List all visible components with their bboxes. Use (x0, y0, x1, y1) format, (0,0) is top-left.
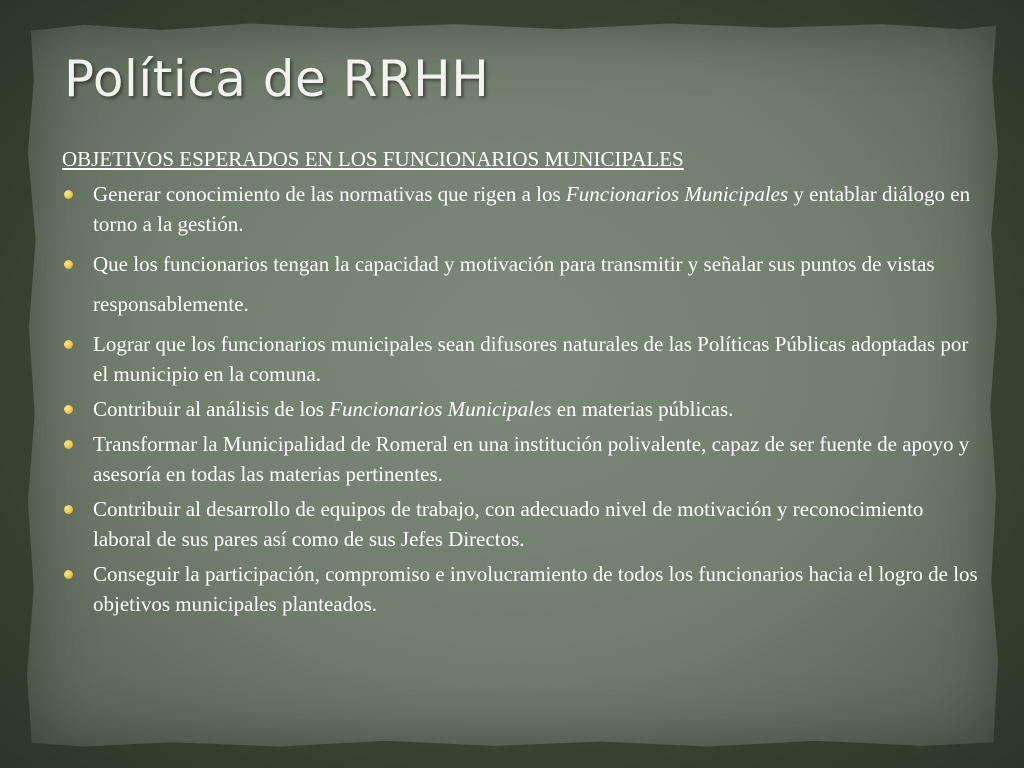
bullet-dot-icon (64, 440, 73, 449)
bullet-text: Contribuir al análisis de los (93, 397, 330, 421)
bullet-dot-icon (64, 190, 73, 199)
bullet-item (62, 394, 982, 424)
bullet-text: Lograr que los funcionarios municipales sean difusores naturales de las Políticas Públicas adoptadas por el municipio en la comuna. (93, 332, 969, 386)
bullet-text: Contribuir al desarrollo de equipos de trabajo, con adecuado nivel de motivación y reconocimiento laboral de sus pares así como de sus Jefes Directos. (93, 497, 924, 551)
slide-body (62, 144, 982, 624)
bullet-item (62, 494, 982, 554)
slide-title: Política de RRHH (64, 50, 490, 108)
bullet-dot-icon (64, 340, 73, 349)
bullet-text: en materias públicas. (551, 397, 734, 421)
bullet-text: Que los funcionarios tengan la capacidad y motivación para transmitir y señalar sus puntos de vistas responsablemente. (93, 252, 935, 316)
bullet-dot-icon (64, 570, 73, 579)
bullet-item (62, 244, 982, 324)
bullet-text-italic: Funcionarios Municipales (329, 397, 552, 421)
bullet-list (62, 179, 982, 619)
bullet-text: Generar conocimiento de las normativas que rigen a los (93, 182, 566, 206)
bullet-text: y entablar diálogo en torno a la gestión. (93, 182, 971, 236)
bullet-item (62, 329, 982, 389)
bullet-dot-icon (64, 505, 73, 514)
bullet-item (62, 559, 982, 619)
bullet-text: Transformar la Municipalidad de Romeral en una institución polivalente, capaz de ser fuente de apoyo y asesoría en todas las materias pertinentes. (93, 432, 970, 486)
bullet-text: Conseguir la participación, compromiso e involucramiento de todos los funcionarios hacia el logro de los objetivos municipales planteados. (93, 562, 978, 616)
bullet-dot-icon (64, 260, 73, 269)
bullet-item (62, 179, 982, 239)
bullet-text-italic: Funcionarios Municipales (565, 182, 789, 206)
bullet-dot-icon (64, 405, 73, 414)
bullet-item (62, 429, 982, 489)
section-heading: OBJETIVOS ESPERADOS EN LOS FUNCIONARIOS MUNICIPALES (62, 147, 684, 171)
